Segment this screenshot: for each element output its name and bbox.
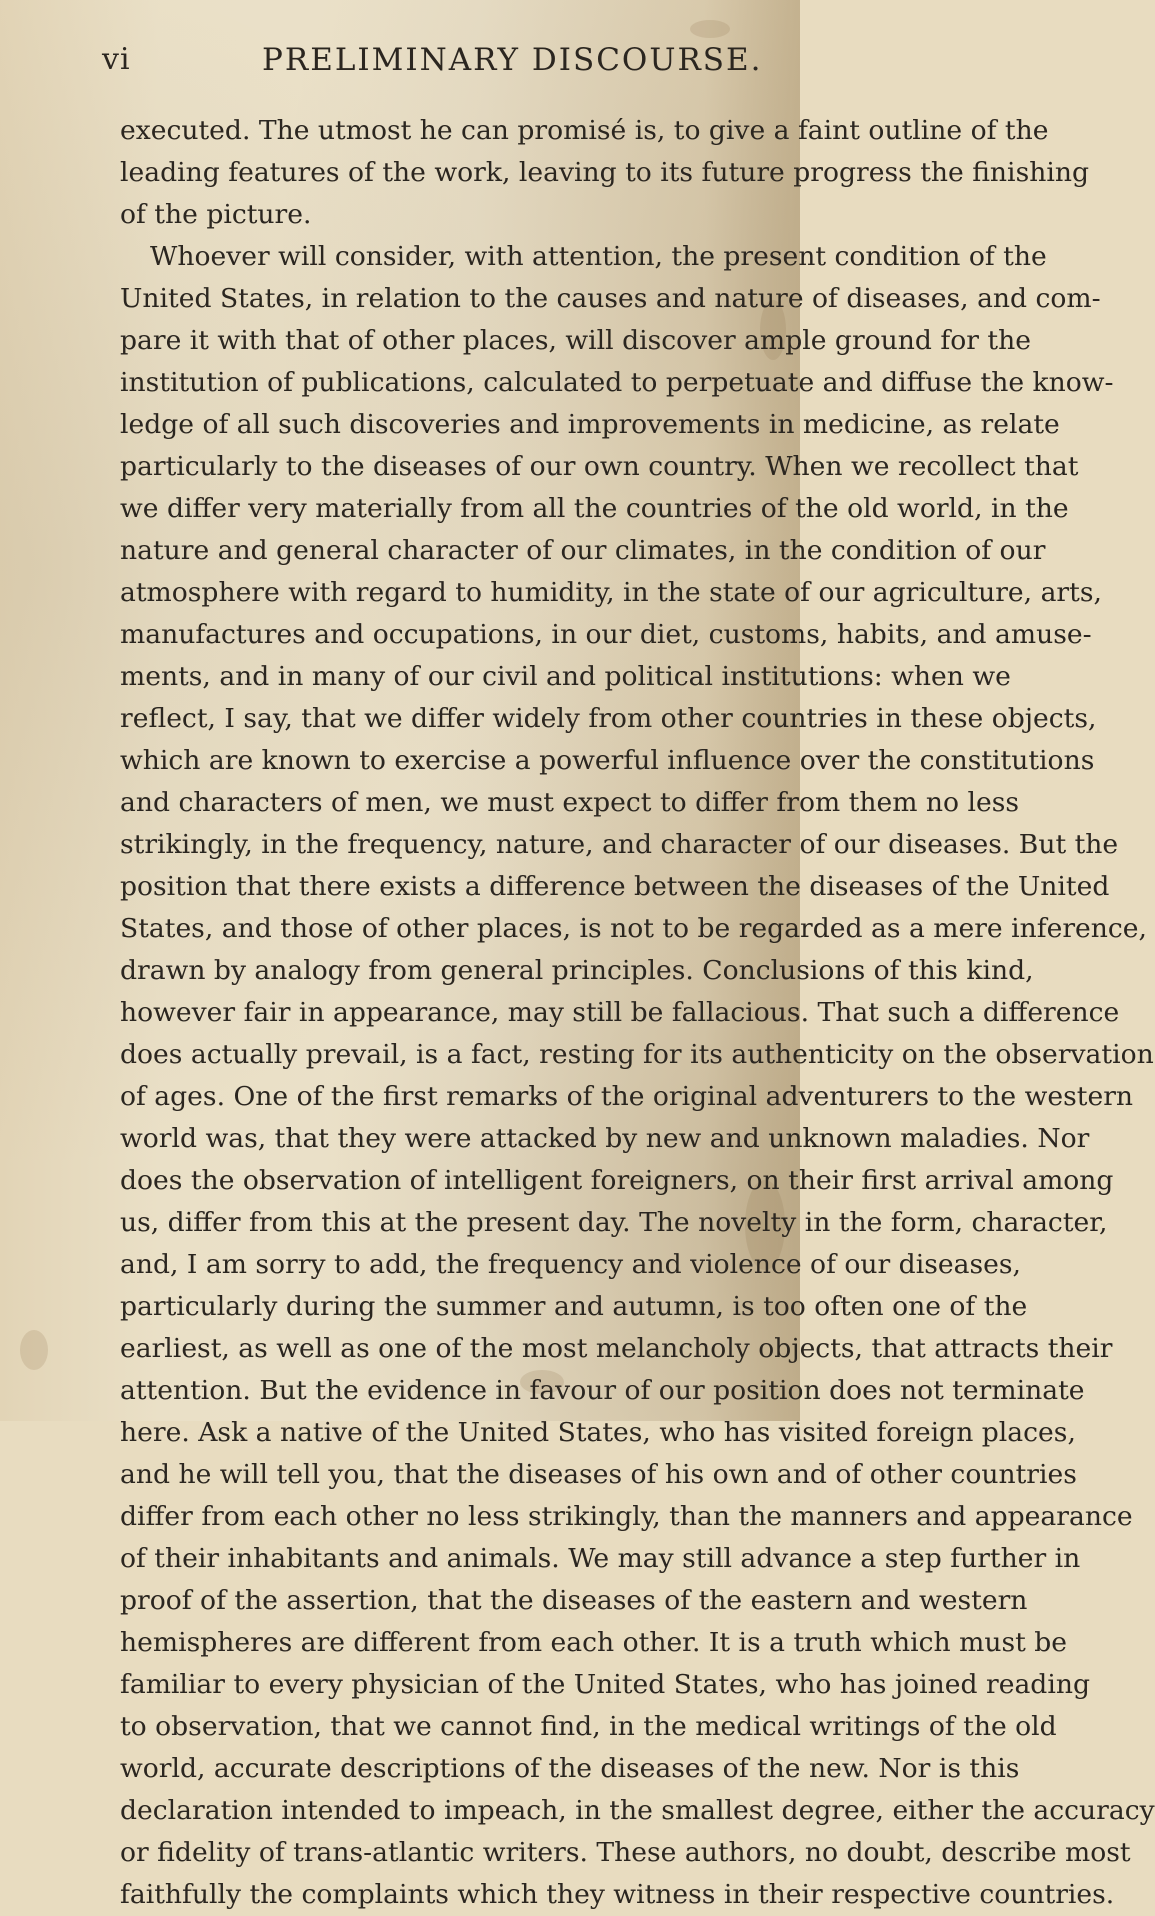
- text-line: drawn by analogy from general principles. Conclusions of this kind,: [120, 955, 1034, 986]
- text-line: world, accurate descriptions of the diseases of the new. Nor is this: [120, 1753, 1020, 1784]
- text-line: strikingly, in the frequency, nature, and character of our diseases. But the: [120, 829, 1119, 860]
- text-line: reflect, I say, that we differ widely from other countries in these objects,: [120, 703, 1097, 734]
- text-line: to observation, that we cannot find, in the medical writings of the old: [120, 1711, 1057, 1742]
- body-text: [120, 110, 1155, 1916]
- page-number: vi: [102, 42, 131, 77]
- page-header: [102, 42, 763, 82]
- text-line: or fidelity of trans-atlantic writers. These authors, no doubt, describe most: [120, 1837, 1131, 1868]
- text-line: United States, in relation to the causes and nature of diseases, and com-: [120, 283, 1101, 314]
- text-line: Whoever will consider, with attention, the present condition of the: [150, 241, 1047, 272]
- text-line: and he will tell you, that the diseases of his own and of other countries: [120, 1459, 1077, 1490]
- text-line: ments, and in many of our civil and political institutions: when we: [120, 661, 1011, 692]
- text-line: attention. But the evidence in favour of our position does not terminate: [120, 1375, 1085, 1406]
- text-line: we differ very materially from all the countries of the old world, in the: [120, 493, 1069, 524]
- text-line: executed. The utmost he can promisé is, to give a faint outline of the: [120, 115, 1049, 146]
- text-line: States, and those of other places, is not to be regarded as a mere inference,: [120, 913, 1148, 944]
- text-line: faithfully the complaints which they witness in their respective countries.: [120, 1879, 1115, 1910]
- text-line: nature and general character of our climates, in the condition of our: [120, 535, 1046, 566]
- text-line: of ages. One of the first remarks of the original adventurers to the western: [120, 1081, 1134, 1112]
- text-line: institution of publications, calculated to perpetuate and diffuse the know-: [120, 367, 1114, 398]
- text-line: us, differ from this at the present day. The novelty in the form, character,: [120, 1207, 1108, 1238]
- text-line: declaration intended to impeach, in the smallest degree, either the accuracy: [120, 1795, 1155, 1826]
- text-line: pare it with that of other places, will discover ample ground for the: [120, 325, 1031, 356]
- text-line: which are known to exercise a powerful influence over the constitutions: [120, 745, 1095, 776]
- text-line: familiar to every physician of the United States, who has joined reading: [120, 1669, 1090, 1700]
- text-line: particularly to the diseases of our own country. When we recollect that: [120, 451, 1079, 482]
- text-line: world was, that they were attacked by new and unknown maladies. Nor: [120, 1123, 1090, 1154]
- text-line: does actually prevail, is a fact, resting for its authenticity on the observation: [120, 1039, 1154, 1070]
- text-line: does the observation of intelligent foreigners, on their first arrival among: [120, 1165, 1114, 1196]
- text-line: of the picture.: [120, 199, 312, 230]
- text-line: ledge of all such discoveries and improvements in medicine, as relate: [120, 409, 1060, 440]
- text-line: proof of the assertion, that the diseases of the eastern and western: [120, 1585, 1028, 1616]
- text-line: differ from each other no less strikingly, than the manners and appearance: [120, 1501, 1133, 1532]
- text-line: atmosphere with regard to humidity, in the state of our agriculture, arts,: [120, 577, 1102, 608]
- text-line: manufactures and occupations, in our diet, customs, habits, and amuse-: [120, 619, 1092, 650]
- text-line: and, I am sorry to add, the frequency and violence of our diseases,: [120, 1249, 1021, 1280]
- text-line: position that there exists a difference between the diseases of the United: [120, 871, 1110, 902]
- text-line: however fair in appearance, may still be fallacious. That such a difference: [120, 997, 1120, 1028]
- text-line: earliest, as well as one of the most melancholy objects, that attracts their: [120, 1333, 1113, 1364]
- foxing-spot: [690, 20, 730, 38]
- text-line: and characters of men, we must expect to differ from them no less: [120, 787, 1020, 818]
- text-line: particularly during the summer and autumn, is too often one of the: [120, 1291, 1028, 1322]
- text-line: of their inhabitants and animals. We may still advance a step further in: [120, 1543, 1081, 1574]
- text-line: hemispheres are different from each other. It is a truth which must be: [120, 1627, 1067, 1658]
- foxing-spot: [20, 1330, 48, 1370]
- text-line: leading features of the work, leaving to its future progress the finishing: [120, 157, 1089, 188]
- running-head: PRELIMINARY DISCOURSE.: [262, 42, 763, 78]
- text-line: here. Ask a native of the United States, who has visited foreign places,: [120, 1417, 1076, 1448]
